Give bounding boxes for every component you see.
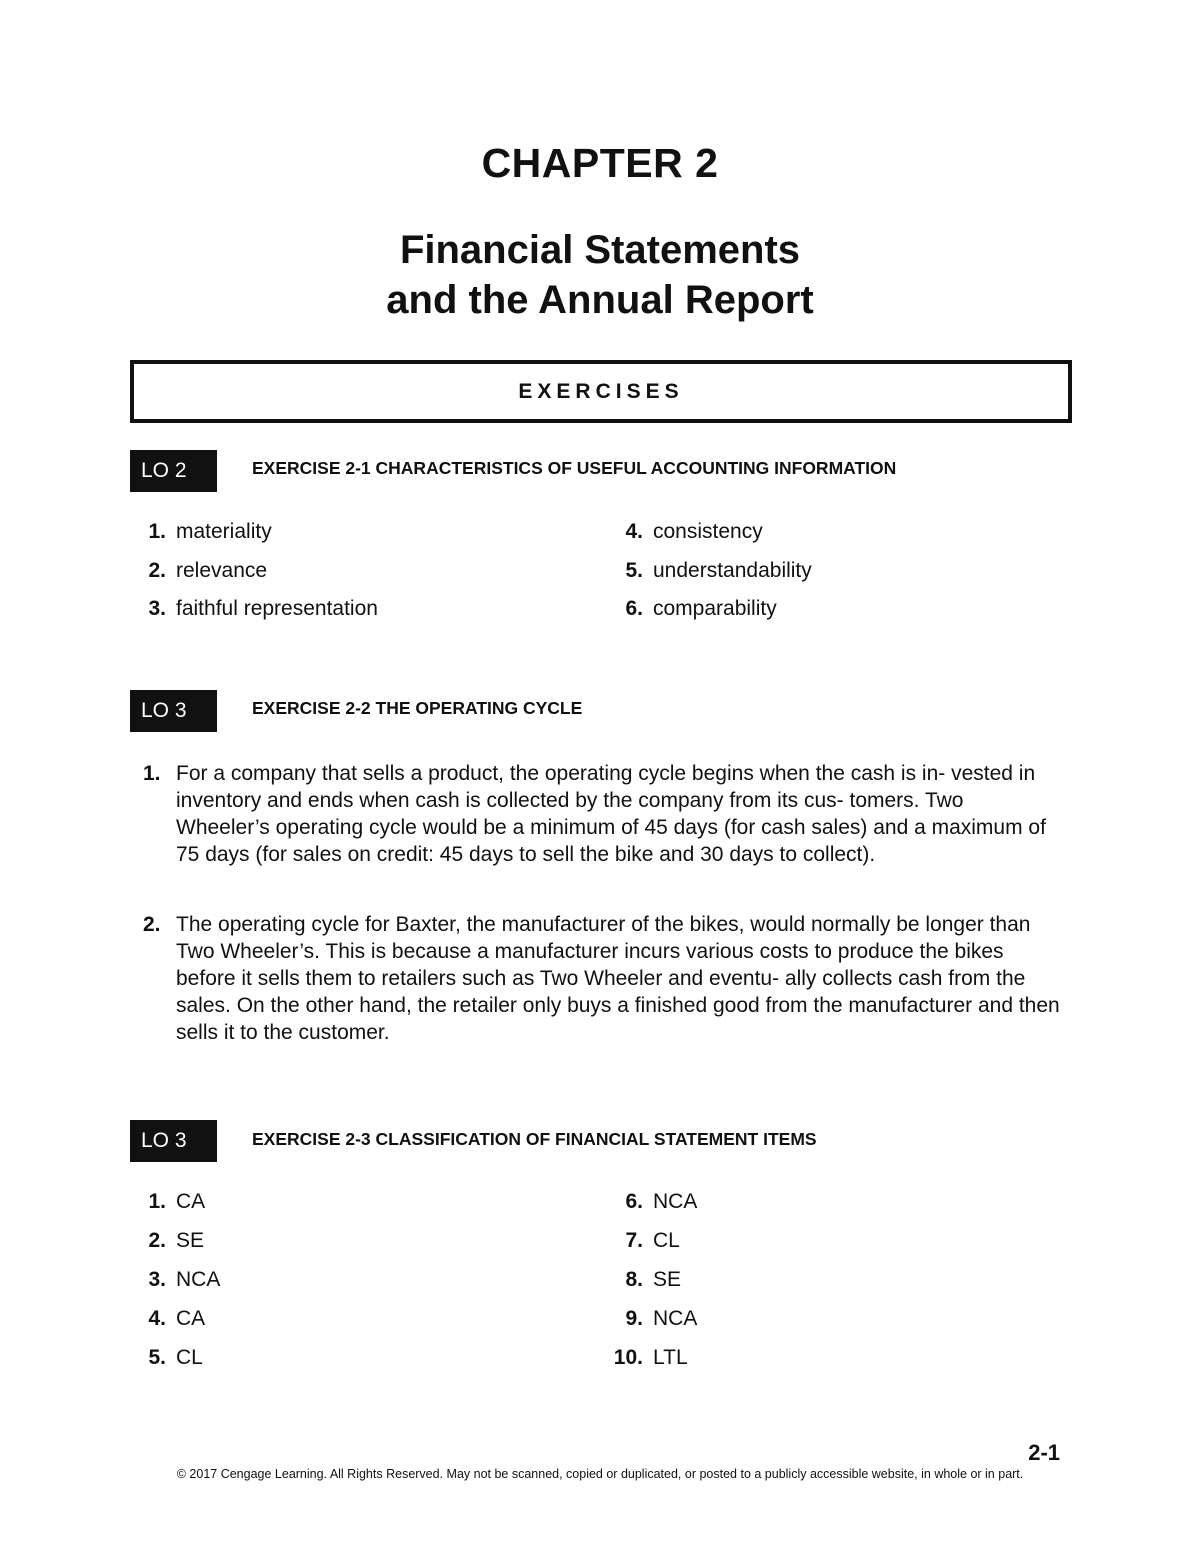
exercises-banner-label: EXERCISES [518,379,684,403]
list-item: 4. consistency [625,520,763,543]
list-item: 5. understandability [625,559,812,582]
copyright-notice: © 2017 Cengage Learning. All Rights Reserved. May not be scanned, copied or duplicated, or posted to a publicly accessible website, in whole or in part. [176,1467,1024,1481]
list-item: 4. CA [148,1307,206,1330]
list-item: 6. comparability [625,597,777,620]
list-item: 1. materiality [148,520,272,543]
exercise-2-1-title: EXERCISE 2-1 CHARACTERISTICS OF USEFUL ACCOUNTING INFORMATION [252,458,897,478]
document-title-line2: and the Annual Report [386,278,814,322]
list-item: 7. CL [625,1229,680,1252]
paragraph-item: 1. For a company that sells a product, the operating cycle begins when the cash is in- vested in inventory and ends when cash is collected by the company from its cus- tomers. Two Wheeler’s operating cycle would be a minimum of 45 days (for cash sales) and a maximum of 75 days (for sales on credit: 45 days to sell the bike and 30 days to collect). [143,762,1046,866]
lo-badge-1: LO 2 [130,450,217,492]
list-item: 2. relevance [148,559,268,582]
list-item: 3. faithful representation [148,597,378,620]
exercise-2-2-title: EXERCISE 2-2 THE OPERATING CYCLE [252,698,583,718]
exercise-2-3-title: EXERCISE 2-3 CLASSIFICATION OF FINANCIAL STATEMENT ITEMS [252,1129,817,1149]
document-title-line1: Financial Statements [399,228,801,272]
chapter-title: CHAPTER 2 [481,140,719,186]
list-item: 1. CA [148,1190,206,1213]
paragraph-item: 2. The operating cycle for Baxter, the manufacturer of the bikes, would normally be longer than Two Wheeler’s. This is because a manufacturer incurs various costs to produce the bikes before it sells them to retailers such as Two Wheeler and eventu- ally collects cash from the sales. On the other hand, the retailer only buys a finished good from the manufacturer and then sells it to the customer. [143,913,1060,1044]
list-item: 8. SE [625,1268,682,1291]
page-number: 2-1 [1028,1440,1060,1465]
exercises-banner [130,360,1072,423]
list-item: 5. CL [148,1346,203,1369]
lo-badge-3: LO 3 [130,1120,217,1162]
list-item: 2. SE [148,1229,205,1252]
list-item: 9. NCA [625,1307,698,1330]
lo-badge-2: LO 3 [130,690,217,732]
list-item: 6. NCA [625,1190,698,1213]
list-item: 3. NCA [148,1268,221,1291]
list-item: 10. LTL [613,1346,688,1369]
